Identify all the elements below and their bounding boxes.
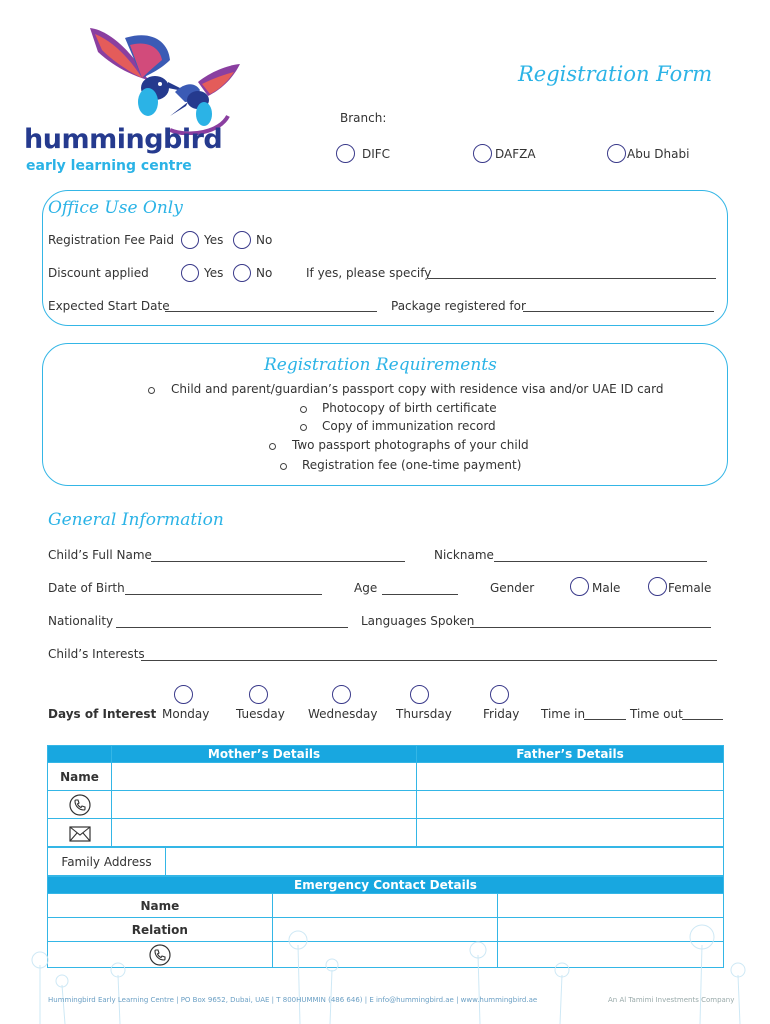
day-wednesday-radio[interactable] <box>332 685 351 704</box>
footer-company: An Al Tamimi Investments Company <box>608 996 735 1004</box>
family-address-table <box>47 847 724 876</box>
interests-label: Child’s Interests <box>48 647 145 661</box>
office-heading: Office Use Only <box>48 198 183 218</box>
discount-yes-radio[interactable] <box>181 264 199 282</box>
email-label-cell <box>48 819 112 847</box>
brand-name: hummingbird <box>24 124 223 155</box>
radio-dafza[interactable] <box>473 144 492 163</box>
full-name-label: Child’s Full Name <box>48 548 152 562</box>
family-address-label: Family Address <box>48 848 166 876</box>
gender-female-radio[interactable] <box>648 577 667 596</box>
time-in-field[interactable] <box>584 719 626 720</box>
envelope-icon <box>69 826 91 842</box>
bullet-icon <box>148 387 155 394</box>
days-label: Days of Interest <box>48 707 157 721</box>
day-friday-radio[interactable] <box>490 685 509 704</box>
gender-label: Gender <box>490 581 535 595</box>
interests-field[interactable] <box>141 660 717 661</box>
mother-phone-cell[interactable] <box>112 791 417 819</box>
day-tuesday-label: Tuesday <box>236 707 285 721</box>
bullet-icon <box>300 424 307 431</box>
branch-label: Branch: <box>340 111 387 125</box>
nationality-label: Nationality <box>48 614 114 628</box>
time-out-field[interactable] <box>682 719 723 720</box>
package-field[interactable] <box>523 311 714 312</box>
branch-option-label: DIFC <box>362 147 391 161</box>
package-label: Package registered for <box>391 299 526 313</box>
family-address-cell[interactable] <box>166 848 724 876</box>
bullet-icon <box>280 463 287 470</box>
form-title: Registration Form <box>518 62 713 86</box>
mother-details-header: Mother’s Details <box>112 746 417 763</box>
parent-name-label: Name <box>48 763 112 791</box>
specify-field[interactable] <box>428 278 716 279</box>
start-date-field[interactable] <box>165 311 377 312</box>
nickname-label: Nickname <box>434 548 494 562</box>
day-friday-label: Friday <box>483 707 520 721</box>
time-out-label: Time out <box>630 707 683 721</box>
gender-female-label: Female <box>668 581 712 595</box>
discount-label: Discount applied <box>48 266 149 280</box>
gender-male-label: Male <box>592 581 621 595</box>
requirement-item: Copy of immunization record <box>322 419 496 433</box>
dob-label: Date of Birth <box>48 581 125 595</box>
emergency-name-cell-1[interactable] <box>272 894 498 918</box>
fee-paid-yes-label: Yes <box>204 233 224 247</box>
requirement-item: Two passport photographs of your child <box>292 438 529 452</box>
logo <box>20 20 250 180</box>
age-label: Age <box>354 581 378 595</box>
discount-yes-label: Yes <box>204 266 224 280</box>
mother-name-cell[interactable] <box>112 763 417 791</box>
emergency-header: Emergency Contact Details <box>48 877 724 894</box>
fee-paid-yes-radio[interactable] <box>181 231 199 249</box>
fee-paid-no-label: No <box>256 233 273 247</box>
gender-male-radio[interactable] <box>570 577 589 596</box>
day-monday-radio[interactable] <box>174 685 193 704</box>
languages-field[interactable] <box>470 627 711 628</box>
branch-option-label: DAFZA <box>495 147 536 161</box>
emergency-name-label: Name <box>48 894 273 918</box>
parents-table <box>47 745 724 847</box>
day-thursday-label: Thursday <box>396 707 452 721</box>
requirement-item: Photocopy of birth certificate <box>322 401 497 415</box>
father-email-cell[interactable] <box>417 819 724 847</box>
general-heading: General Information <box>48 510 224 530</box>
start-date-label: Expected Start Date <box>48 299 170 313</box>
father-details-header: Father’s Details <box>417 746 724 763</box>
father-name-cell[interactable] <box>417 763 724 791</box>
languages-label: Languages Spoken <box>361 614 475 628</box>
father-phone-cell[interactable] <box>417 791 724 819</box>
emergency-relation-label: Relation <box>48 918 273 942</box>
discount-no-radio[interactable] <box>233 264 251 282</box>
fee-paid-label: Registration Fee Paid <box>48 233 175 247</box>
radio-difc[interactable] <box>336 144 355 163</box>
time-in-label: Time in <box>541 707 586 721</box>
day-thursday-radio[interactable] <box>410 685 429 704</box>
day-monday-label: Monday <box>162 707 210 721</box>
full-name-field[interactable] <box>151 561 405 562</box>
nationality-field[interactable] <box>116 627 348 628</box>
discount-no-label: No <box>256 266 273 280</box>
branch-option-label: Abu Dhabi <box>627 147 690 161</box>
decorative-flowers-icon <box>0 915 770 1024</box>
day-wednesday-label: Wednesday <box>308 707 378 721</box>
nickname-field[interactable] <box>494 561 707 562</box>
dob-field[interactable] <box>125 594 322 595</box>
emergency-name-cell-2[interactable] <box>498 894 724 918</box>
mother-email-cell[interactable] <box>112 819 417 847</box>
requirement-item: Registration fee (one-time payment) <box>302 458 522 472</box>
age-field[interactable] <box>382 594 458 595</box>
brand-tagline: early learning centre <box>26 158 192 174</box>
radio-abu-dhabi[interactable] <box>607 144 626 163</box>
fee-paid-no-radio[interactable] <box>233 231 251 249</box>
bullet-icon <box>269 443 276 450</box>
requirements-heading: Registration Requirements <box>264 355 497 375</box>
footer-address: Hummingbird Early Learning Centre | PO Box 9652, Dubai, UAE | T 800HUMMIN (486 646) | E info@hummingbird.ae | www.hummingbird.ae <box>48 996 538 1004</box>
bullet-icon <box>300 406 307 413</box>
requirement-item: Child and parent/guardian’s passport copy with residence visa and/or UAE ID card <box>171 382 664 396</box>
specify-label: If yes, please specify <box>306 266 432 280</box>
phone-label-cell <box>48 791 112 819</box>
day-tuesday-radio[interactable] <box>249 685 268 704</box>
hummingbird-logo-icon <box>20 20 250 135</box>
phone-icon <box>69 794 91 816</box>
